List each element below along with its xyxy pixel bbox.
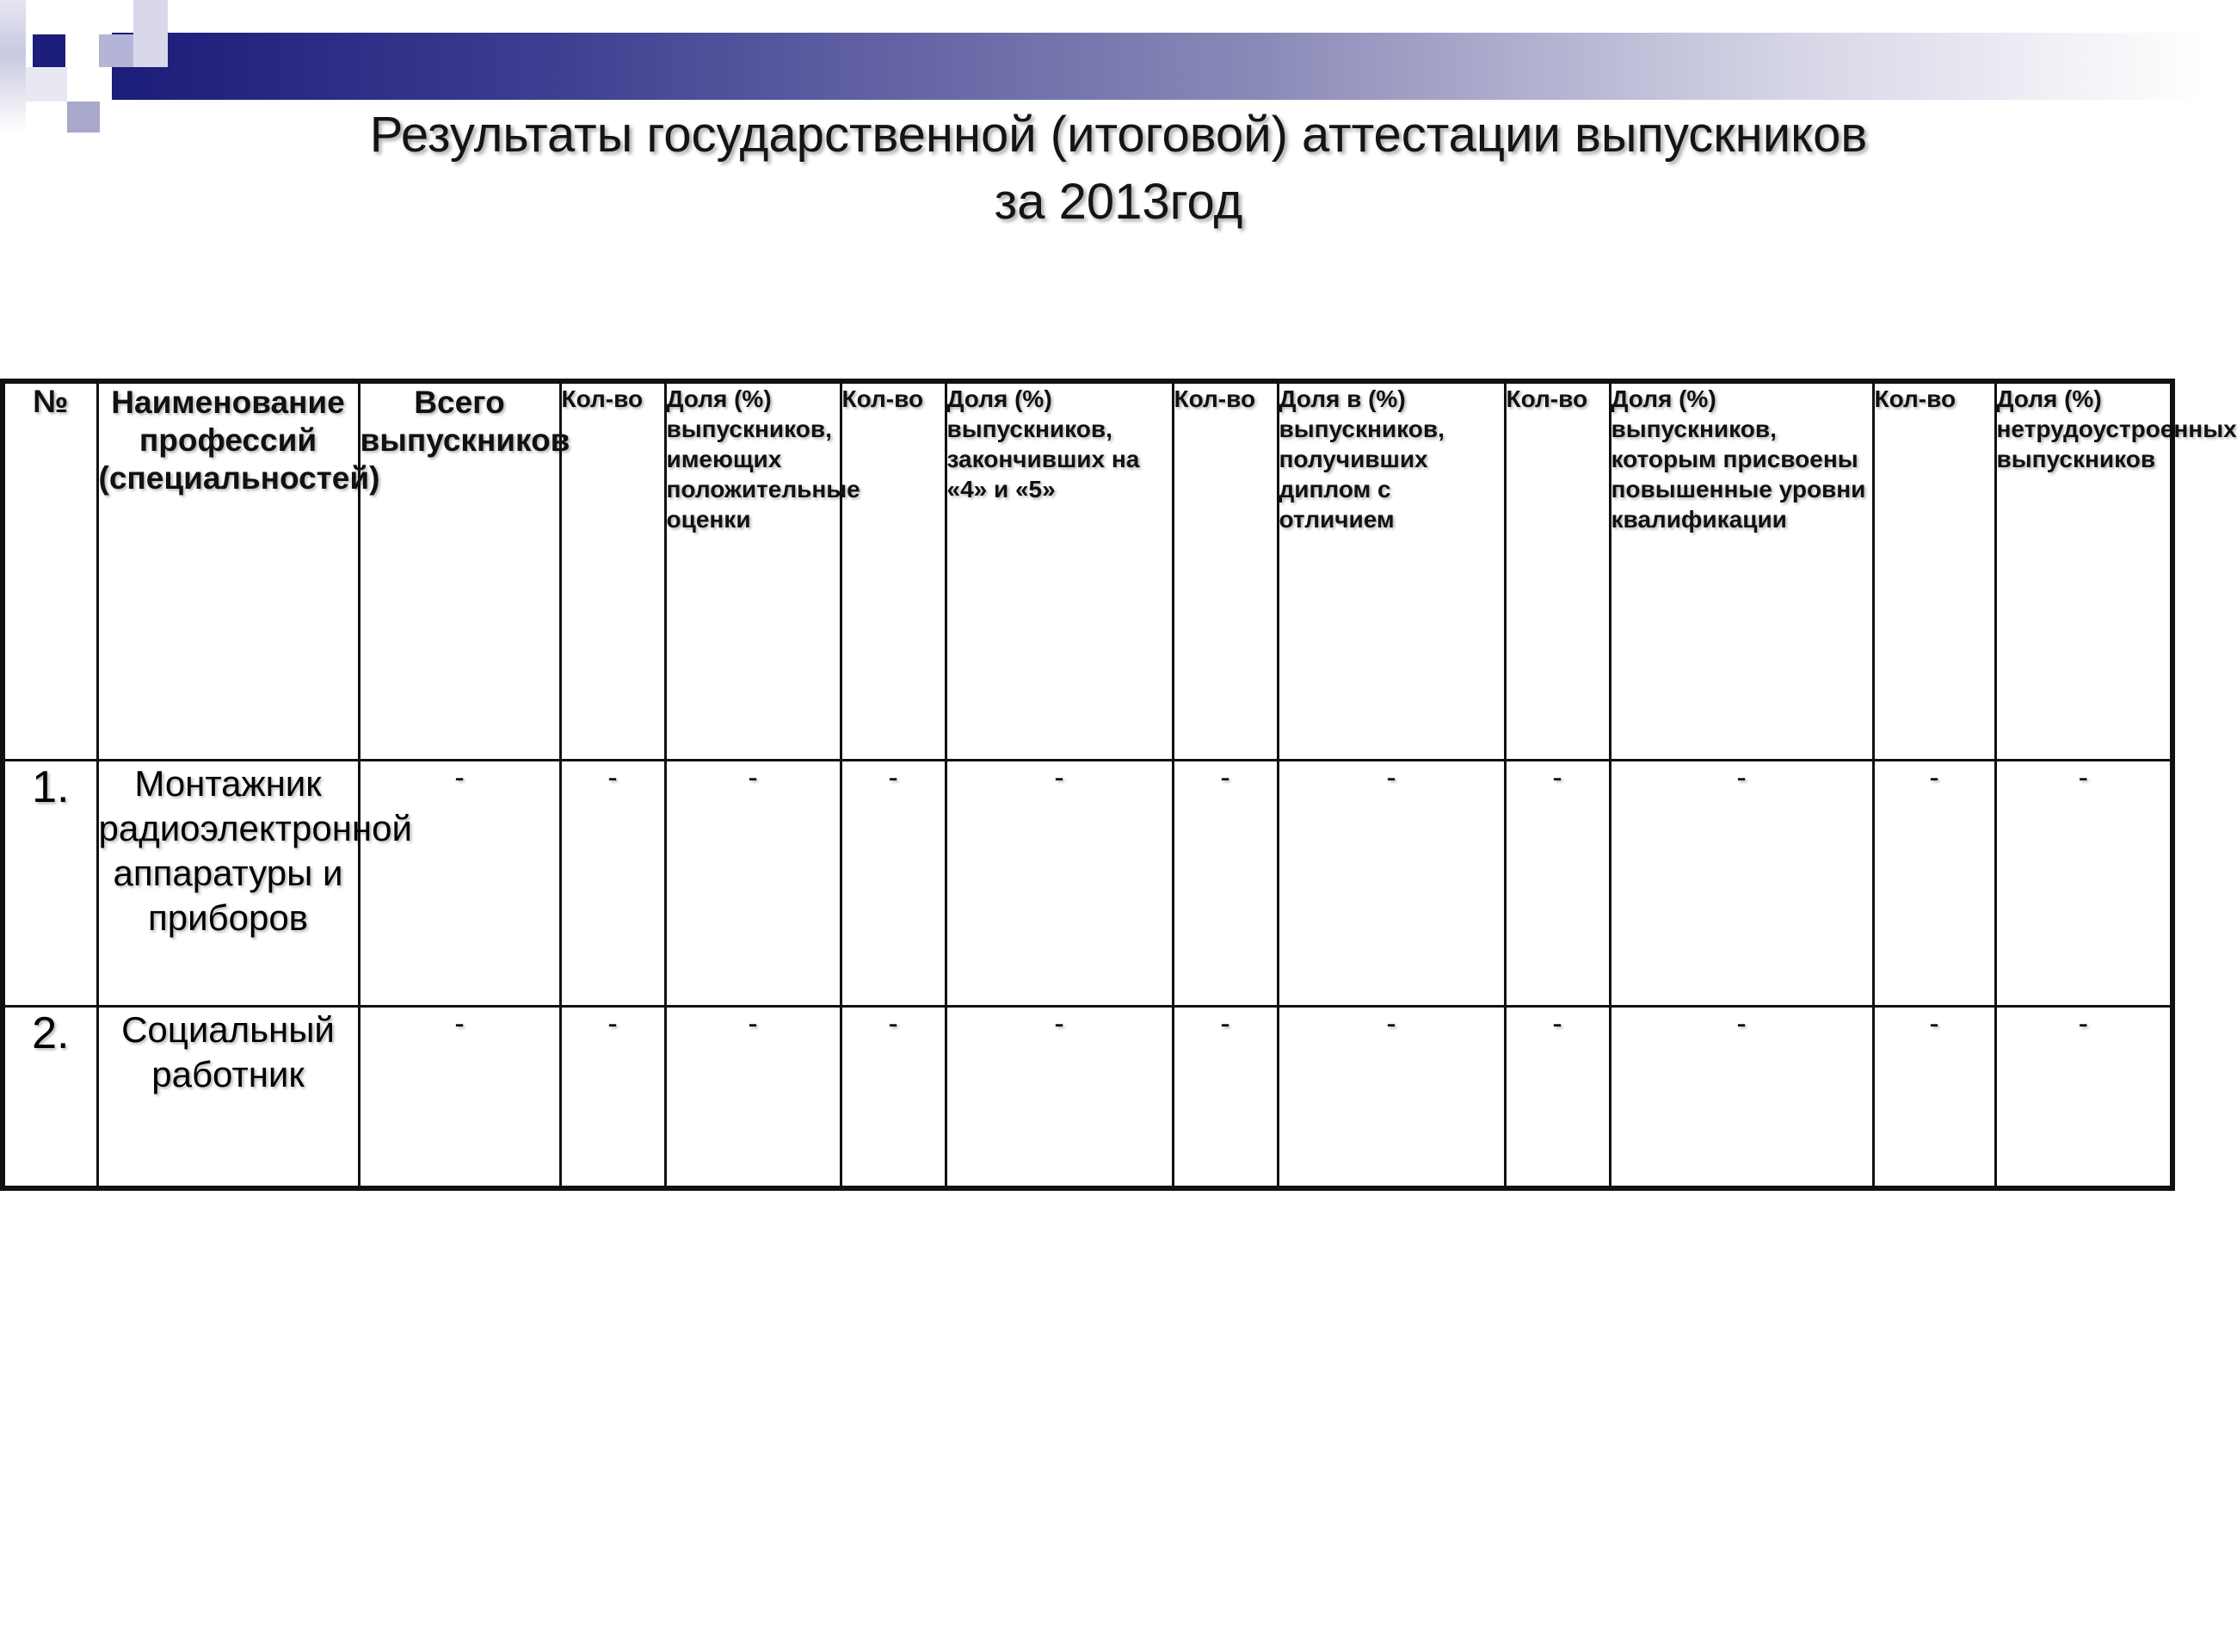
header-cell-honors-share: Доля в (%) выпускников, получивших диплом с отличием: [1278, 381, 1505, 760]
table-cell: -: [1610, 760, 1873, 1006]
table-cell: -: [560, 1006, 665, 1188]
results-table: [0, 379, 2237, 1191]
header-row: [3, 381, 2172, 760]
table-cell: -: [1173, 760, 1278, 1006]
header-cell-qualification-share: Доля (%) выпускников, которым присвоены повышенные уровни квалификации: [1610, 381, 1873, 760]
table-cell: -: [841, 1006, 946, 1188]
decor-square: [26, 67, 67, 102]
table-cell: -: [841, 760, 946, 1006]
table-cell: -: [946, 1006, 1173, 1188]
row-number: 2.: [3, 1006, 97, 1188]
table-cell: -: [1995, 760, 2172, 1006]
header-cell-unemployed-share: Доля (%) нетрудоустроенных выпускников: [1995, 381, 2172, 760]
header-cell-count: Кол-во: [1873, 381, 1995, 760]
header-gradient-band: [112, 33, 2203, 100]
table-cell: -: [1995, 1006, 2172, 1188]
slide-title-line1: Результаты государственной (итоговой) аттестации выпускников: [369, 107, 1868, 163]
decor-square: [33, 34, 65, 67]
decor-square: [133, 0, 168, 67]
header-cell-count: Кол-во: [560, 381, 665, 760]
decor-square: [99, 34, 133, 67]
table-cell: -: [1278, 760, 1505, 1006]
decor-square: [0, 0, 26, 133]
table-cell: -: [946, 760, 1173, 1006]
decor-square: [67, 102, 100, 133]
table-cell: -: [1505, 760, 1610, 1006]
row-number: 1.: [3, 760, 97, 1006]
slide-title-line2: за 2013год: [994, 174, 1243, 230]
table-cell: -: [1873, 760, 1995, 1006]
table-cell: -: [665, 1006, 841, 1188]
header-cell-total: Всего выпускников: [359, 381, 560, 760]
table-cell: -: [665, 760, 841, 1006]
profession-name: Социальный работник: [97, 1006, 359, 1188]
header-cell-count: Кол-во: [1505, 381, 1610, 760]
table-cell: -: [1610, 1006, 1873, 1188]
table-row: [3, 1006, 2172, 1188]
table-row: [3, 760, 2172, 1006]
header-cell-count: Кол-во: [841, 381, 946, 760]
profession-name: Монтажник радиоэлектронной аппаратуры и приборов: [97, 760, 359, 1006]
header-cell-good-marks-share: Доля (%) выпускников, закончивших на «4» и «5»: [946, 381, 1173, 760]
table-cell: -: [359, 760, 560, 1006]
header-cell-count: Кол-во: [1173, 381, 1278, 760]
slide-title: [155, 102, 2082, 236]
table-cell: -: [359, 1006, 560, 1188]
table-cell: -: [1873, 1006, 1995, 1188]
table-cell: -: [1173, 1006, 1278, 1188]
table-cell: -: [1505, 1006, 1610, 1188]
header-cell-profession: Наименование профессий (специальностей): [97, 381, 359, 760]
header-cell-number: №: [3, 381, 97, 760]
table-cell: -: [1278, 1006, 1505, 1188]
table-cell: -: [560, 760, 665, 1006]
header-cell-positive-share: Доля (%) выпускников, имеющих положительные оценки: [665, 381, 841, 760]
